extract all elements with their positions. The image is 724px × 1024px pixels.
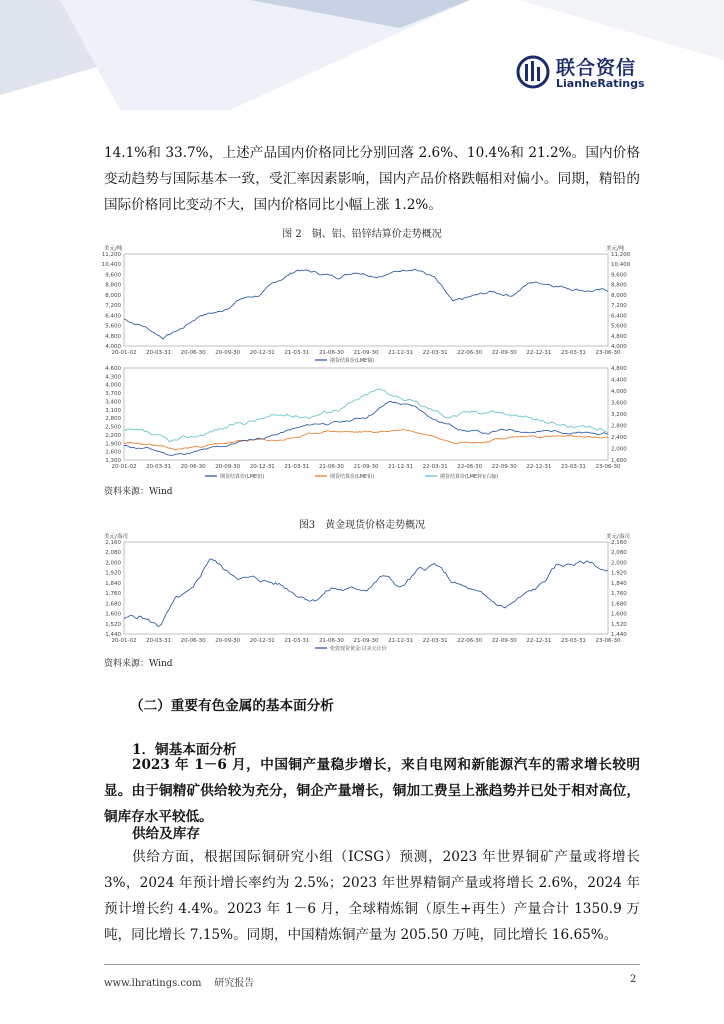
- gold-price-line: [124, 559, 608, 626]
- copper-chart-x-tick: 21-12-31: [388, 350, 414, 356]
- alpbzn-chart-x-tick: 23-06-30: [595, 464, 621, 470]
- alpbzn-chart-legend-label: 期货结算价(LME铅): [330, 474, 375, 480]
- gold-chart-x-tick: 21-09-30: [353, 638, 379, 644]
- alpbzn-chart-y-tick-left: 2,200: [105, 432, 121, 439]
- gold-chart-y-tick-left: 1,440: [105, 632, 121, 638]
- alpbzn-chart-x-tick: 21-06-30: [318, 464, 344, 470]
- copper-chart-x-tick: 20-06-30: [180, 350, 206, 356]
- alpbzn-chart-y-tick-right: 4,800: [611, 366, 627, 372]
- gold-chart-y-tick-right: 1,440: [611, 632, 627, 638]
- alpbzn-chart-y-tick-right: 2,000: [611, 446, 627, 453]
- lianhe-logo-icon: [516, 55, 550, 89]
- copper-chart-y-tick-right: 8,000: [611, 292, 627, 299]
- logo-chinese-name: 联合资信: [556, 57, 637, 79]
- alpbzn-chart-x-tick: 20-12-31: [249, 464, 275, 470]
- gold-chart-x-tick: 21-06-30: [318, 638, 344, 644]
- copper-chart-y-tick-right: 11,200: [611, 252, 631, 258]
- figure2-source: 资料来源：Wind: [104, 487, 173, 497]
- gold-chart-y-tick-left: 1,920: [105, 570, 121, 577]
- alpbzn-chart-x-tick: 20-01-02: [111, 464, 137, 470]
- figure2-title: 图 2 铜、铝、铅锌结算价走势概况: [282, 229, 442, 240]
- gold-chart-x-tick: 23-06-30: [595, 638, 621, 644]
- copper-chart-y-tick-left: 7,200: [105, 303, 121, 310]
- gold-chart-y-tick-left: 2,160: [105, 540, 121, 546]
- section-heading: （二）重要有色金属的基本面分析: [130, 698, 334, 714]
- gold-chart-y-tick-right: 1,760: [611, 591, 627, 598]
- alpbzn-chart-x-tick: 22-06-30: [457, 464, 483, 470]
- alpbzn-chart-y-tick-right: 2,800: [611, 423, 627, 430]
- alpbzn-chart-y-tick-right: 4,000: [611, 389, 627, 395]
- gold-chart-x-tick: 20-12-31: [249, 638, 275, 644]
- copper-subheading: 1．铜基本面分析: [132, 742, 237, 758]
- logo-english-name: LianheRatings: [556, 77, 645, 90]
- copper-chart-left-unit: 美元/吨: [104, 246, 123, 252]
- copper-chart-y-tick-left: 4,800: [105, 333, 121, 340]
- copper-chart-y-tick-right: 4,800: [611, 333, 627, 340]
- copper-chart-y-tick-left: 9,600: [105, 272, 121, 279]
- copper-chart-right-unit: 美元/吨: [606, 246, 625, 252]
- gold-chart-x-tick: 22-12-31: [526, 638, 552, 644]
- gold-chart-x-tick: 21-12-31: [388, 638, 414, 644]
- gold-chart-y-tick-right: 1,520: [611, 621, 627, 628]
- gold-chart-y-tick-left: 2,000: [105, 560, 121, 567]
- copper-chart-x-tick: 22-09-30: [491, 350, 517, 356]
- gold-chart-right-unit: 美元/盎司: [606, 534, 630, 540]
- gold-chart-y-tick-left: 1,840: [105, 580, 121, 587]
- gold-chart-y-tick-right: 1,920: [611, 570, 627, 577]
- alpbzn-chart-x-tick: 21-12-31: [388, 464, 414, 470]
- gold-chart-y-tick-right: 2,080: [611, 550, 627, 557]
- alpbzn-chart-y-tick-left: 3,400: [105, 399, 121, 406]
- page-number: 2: [630, 974, 637, 985]
- copper-chart-y-tick-left: 6,400: [105, 313, 121, 320]
- alpbzn-chart-y-tick-left: 2,800: [105, 416, 121, 423]
- gold-chart-x-tick: 22-06-30: [457, 638, 483, 644]
- copper-chart-x-tick: 20-03-31: [146, 350, 172, 356]
- copper-chart-x-tick: 21-09-30: [353, 350, 379, 356]
- gold-chart-y-tick-left: 1,600: [105, 611, 121, 618]
- supply-heading: 供给及库存: [132, 826, 200, 842]
- alpbzn-chart-legend-label: 期货结算价(LME锌)(右轴): [440, 474, 499, 480]
- gold-chart-x-tick: 21-03-31: [284, 638, 310, 644]
- gold-chart-y-tick-right: 1,840: [611, 580, 627, 587]
- alpbzn-chart-y-tick-left: 4,600: [105, 366, 121, 372]
- copper-chart-y-tick-right: 4,000: [611, 344, 627, 350]
- intro-paragraph: 14.1%和 33.7%，上述产品国内价格同比分别回落 2.6%、10.4%和 21.2%。国内价格变动趋势与国际基本一致，受汇率因素影响，国内产品价格跌幅相对偏小。同期，精铅的国际价格同比变动不大，国内价格同比小幅上涨 1.2%。: [104, 145, 640, 213]
- alpbzn-chart-x-tick: 20-06-30: [180, 464, 206, 470]
- copper-chart-x-tick: 21-06-30: [318, 350, 344, 356]
- alpbzn-chart-y-tick-left: 1,600: [105, 449, 121, 456]
- gold-chart-y-tick-right: 1,680: [611, 601, 627, 608]
- copper-summary: 2023 年 1－6 月，中国铜产量稳步增长，来自电网和新能源汽车的需求增长较明显。由于铜精矿供给较为充分，铜企产量增长，铜加工费呈上涨趋势并已处于相对高位，铜库存水平较低。: [104, 757, 640, 825]
- copper-chart-y-tick-right: 5,600: [611, 323, 627, 330]
- alpbzn-chart-y-tick-right: 2,400: [611, 435, 627, 441]
- gold-chart-y-tick-left: 1,680: [105, 601, 121, 608]
- alpbzn-chart-y-tick-right: 4,400: [611, 377, 627, 384]
- copper-chart-x-tick: 20-12-31: [249, 350, 275, 356]
- brand-logo: [516, 55, 646, 95]
- alpbzn-chart-x-tick: 21-03-31: [284, 464, 310, 470]
- alpbzn-chart-y-tick-left: 4,300: [105, 374, 121, 381]
- alpbzn-chart-x-tick: 22-03-31: [422, 464, 448, 470]
- supply-paragraph: 供给方面，根据国际铜研究小组（ICSG）预测，2023 年世界铜矿产量或将增长 3%，2024 年预计增长率约为 2.5%；2023 年世界精铜产量或将增长 2.6%，2024 年预计增长约 4.4%。2023 年 1－6 月，全球精炼铜（原生+再生）产量合计 1350.9 万吨，同比增长 7.15%。同期，中国精炼铜产量为 205.50 万吨，同比增长 16.65%。: [104, 849, 640, 943]
- alpbzn-chart-y-tick-right: 1,600: [611, 458, 627, 464]
- gold-chart-x-tick: 20-03-31: [146, 638, 172, 644]
- alpbzn-chart-y-tick-left: 3,100: [105, 407, 121, 414]
- gold-chart-x-tick: 20-09-30: [215, 638, 241, 644]
- copper-chart-y-tick-left: 4,000: [105, 344, 121, 350]
- footer-website: www.lhratings.com: [104, 978, 202, 989]
- gold-chart-y-tick-right: 2,160: [611, 540, 627, 546]
- alpbzn-chart-y-tick-right: 3,600: [611, 400, 627, 407]
- aluminum-lead-zinc-price-chart: [100, 364, 640, 482]
- copper-chart-y-tick-right: 6,400: [611, 313, 627, 320]
- copper-chart-y-tick-right: 9,600: [611, 272, 627, 279]
- alpbzn-chart-x-tick: 21-09-30: [353, 464, 379, 470]
- copper-chart-y-tick-left: 8,800: [105, 282, 121, 289]
- copper-chart-y-tick-right: 10,400: [611, 262, 631, 269]
- figure3-source: 资料来源：Wind: [104, 659, 173, 669]
- gold-price-chart: [100, 528, 640, 654]
- gold-chart-plot-frame: [124, 542, 608, 634]
- zinc-price-line: [124, 389, 608, 441]
- alpbzn-chart-y-tick-left: 4,000: [105, 382, 121, 389]
- copper-chart-y-tick-left: 8,000: [105, 292, 121, 299]
- footer-left: [104, 974, 254, 989]
- gold-chart-left-unit: 美元/盎司: [104, 534, 128, 540]
- gold-chart-x-tick: 22-03-31: [422, 638, 448, 644]
- alpbzn-chart-x-tick: 22-12-31: [526, 464, 552, 470]
- copper-chart-x-tick: 20-09-30: [215, 350, 241, 356]
- copper-chart-y-tick-right: 7,200: [611, 303, 627, 310]
- alpbzn-chart-legend-label: 期货结算价(LME铝): [220, 474, 265, 480]
- gold-chart-y-tick-right: 2,000: [611, 560, 627, 567]
- copper-chart-x-tick: 23-06-30: [595, 350, 621, 356]
- copper-chart-y-tick-left: 5,600: [105, 323, 121, 330]
- alpbzn-chart-y-tick-left: 3,700: [105, 391, 121, 398]
- gold-chart-y-tick-left: 1,760: [105, 591, 121, 598]
- copper-chart-x-tick: 20-01-02: [111, 350, 137, 356]
- gold-chart-x-tick: 23-03-31: [560, 638, 586, 644]
- copper-price-chart: [100, 236, 640, 366]
- alpbzn-chart-y-tick-left: 2,500: [105, 424, 121, 431]
- copper-chart-plot-frame: [124, 254, 608, 346]
- alpbzn-chart-y-tick-left: 1,300: [105, 458, 121, 464]
- figure3-title: 图3 黄金现货价格走势概况: [298, 520, 426, 531]
- gold-chart-x-tick: 20-01-02: [111, 638, 137, 644]
- copper-chart-x-tick: 22-12-31: [526, 350, 552, 356]
- copper-chart-y-tick-left: 10,400: [101, 262, 121, 269]
- alpbzn-chart-y-tick-left: 1,900: [105, 441, 121, 448]
- gold-chart-y-tick-right: 1,600: [611, 611, 627, 618]
- alpbzn-chart-x-tick: 22-09-30: [491, 464, 517, 470]
- footer-doc-type: 研究报告: [214, 978, 255, 989]
- copper-price-line: [124, 270, 608, 340]
- aluminum-price-line: [124, 401, 608, 455]
- copper-chart-x-tick: 23-03-31: [560, 350, 586, 356]
- gold-chart-y-tick-left: 1,520: [105, 621, 121, 628]
- copper-chart-legend-label: 期货结算价(LME铜): [330, 358, 375, 364]
- gold-chart-y-tick-left: 2,080: [105, 550, 121, 557]
- gold-chart-x-tick: 20-06-30: [180, 638, 206, 644]
- copper-chart-x-tick: 22-03-31: [422, 350, 448, 356]
- alpbzn-chart-x-tick: 20-03-31: [146, 464, 172, 470]
- footer-divider: [104, 964, 640, 965]
- gold-chart-x-tick: 22-09-30: [491, 638, 517, 644]
- alpbzn-chart-x-tick: 20-09-30: [215, 464, 241, 470]
- copper-chart-x-tick: 21-03-31: [284, 350, 310, 356]
- gold-chart-legend-label: 伦敦现货黄金:以美元计价: [330, 646, 387, 652]
- alpbzn-chart-x-tick: 23-03-31: [560, 464, 586, 470]
- copper-chart-x-tick: 22-06-30: [457, 350, 483, 356]
- copper-chart-y-tick-left: 11,200: [101, 252, 121, 258]
- copper-chart-y-tick-right: 8,800: [611, 282, 627, 289]
- alpbzn-chart-y-tick-right: 3,200: [611, 412, 627, 418]
